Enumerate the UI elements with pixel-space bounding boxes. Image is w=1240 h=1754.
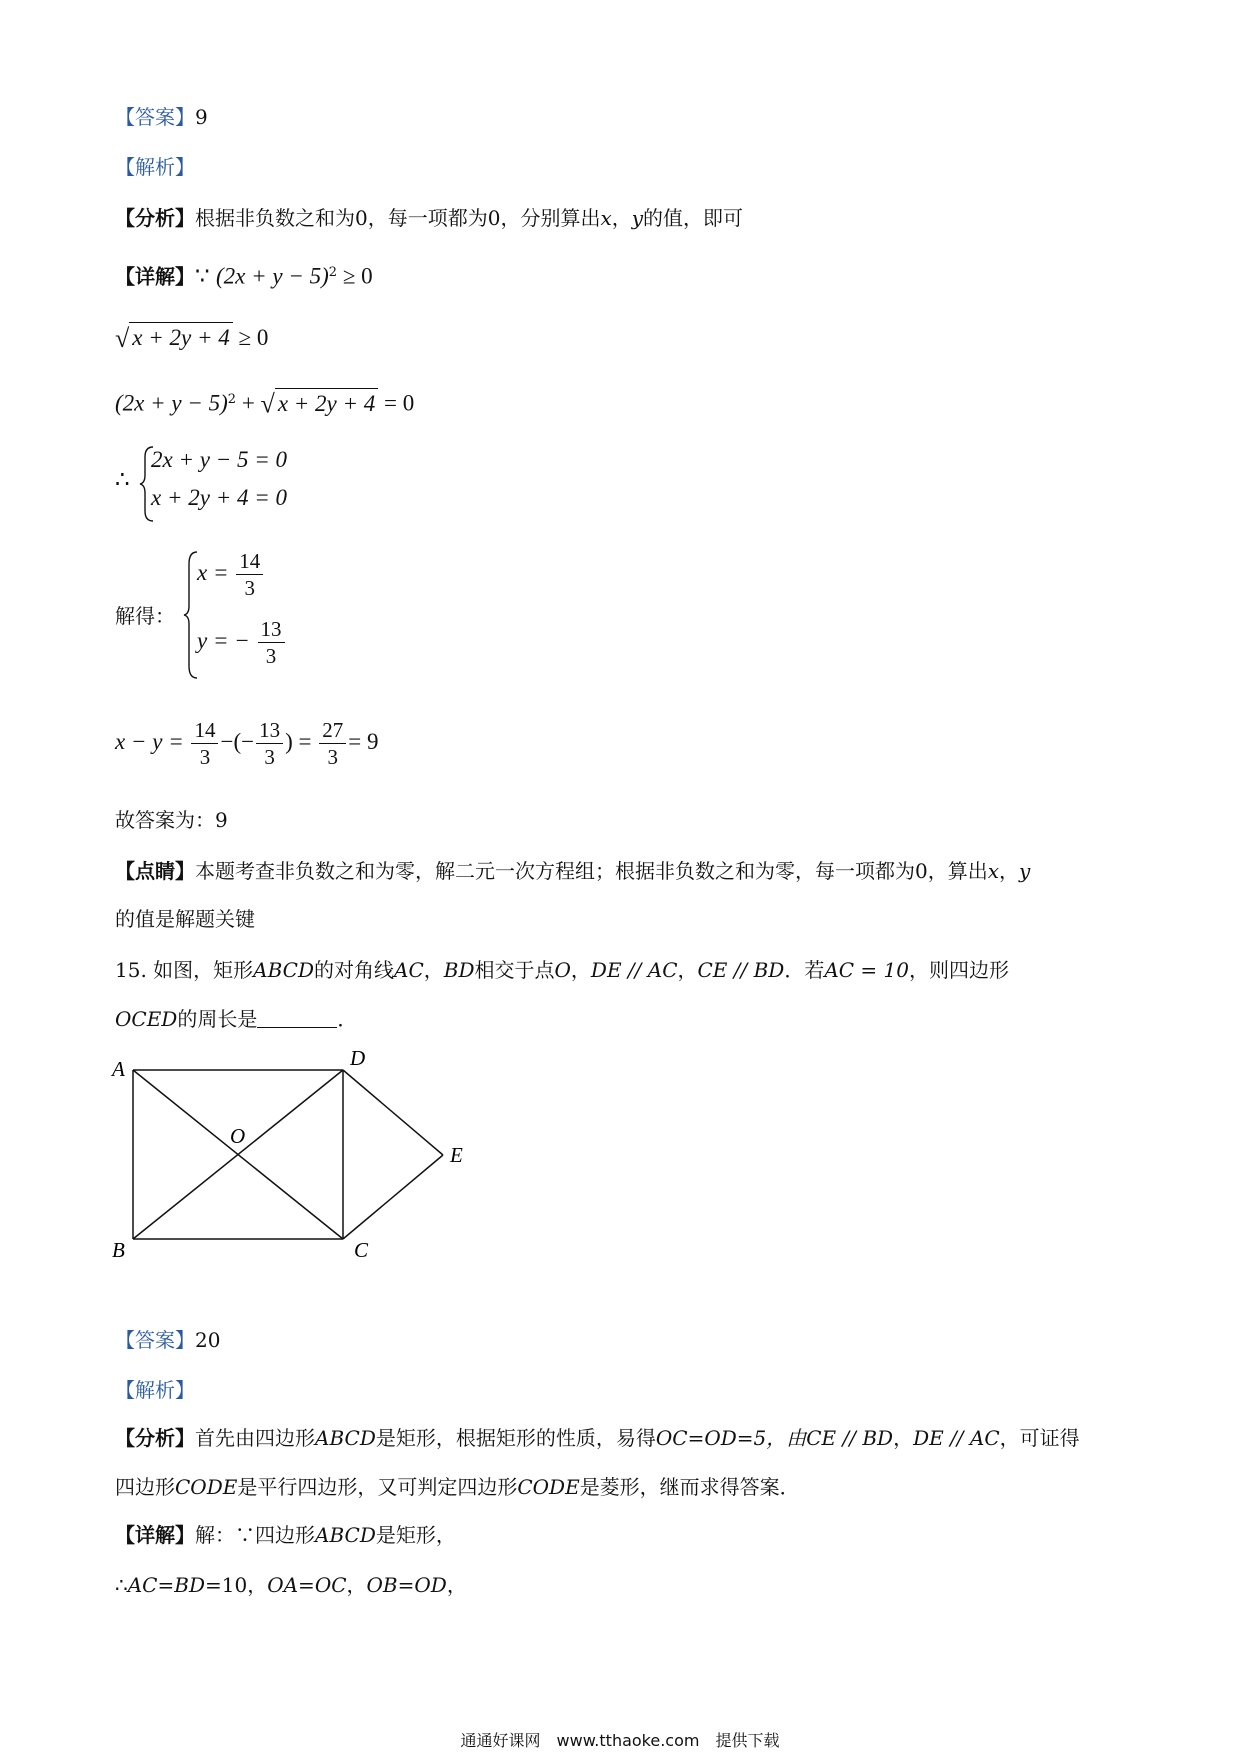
xiangjie-tag: 【详解】 — [115, 264, 195, 289]
solution-x — [197, 548, 265, 601]
fraction — [256, 717, 283, 770]
numerator: 14 — [191, 717, 218, 744]
answer-tag: 【答案】 — [115, 105, 195, 129]
denominator: 3 — [264, 745, 275, 770]
fenxi-text: 根据非负数之和为0，每一项都为0，分别算出 — [195, 206, 601, 230]
math-abcd: ABCD — [253, 958, 315, 982]
math-oced: OCED — [115, 1007, 178, 1031]
page-footer: 通通好课网 www.tthaoke.com 提供下载 — [460, 1731, 780, 1750]
math: AC — [127, 1573, 158, 1597]
math: CE // BD — [806, 1426, 894, 1450]
fraction — [236, 548, 263, 601]
guda-line: 故答案为：9 — [115, 808, 228, 832]
q15-xiangjie-line — [115, 1520, 456, 1550]
segment-ce — [343, 1155, 443, 1239]
fenxi-end: 的值，即可 — [643, 206, 744, 230]
math: OD — [704, 1426, 737, 1450]
dianjing-line: 【点睛】本题考查非负数之和为零，解二元一次方程组；根据非负数之和为零，每一项都为0，算出x，y — [115, 859, 1031, 883]
numerator: 13 — [258, 616, 285, 643]
jiede-label: 解得： — [115, 604, 175, 628]
therefore-symbol: ∴ — [115, 467, 130, 492]
eq3-tail: = 0 — [378, 390, 415, 416]
denominator: 3 — [265, 644, 277, 668]
q15-text: ．若 — [784, 958, 825, 982]
eq3-exponent: 2 — [227, 392, 237, 407]
label-e: E — [450, 1143, 463, 1167]
numerator: 27 — [319, 717, 346, 744]
label-c: C — [354, 1238, 369, 1260]
q15-answer-line — [115, 1325, 220, 1355]
xiangjie-tag: 【详解】 — [115, 1523, 195, 1547]
solution-y — [197, 616, 287, 669]
q15-last-line — [115, 1570, 467, 1600]
math: OD — [414, 1573, 447, 1597]
denominator: 3 — [199, 745, 211, 770]
eq3-plus: + — [236, 390, 261, 416]
q15-text: ． — [337, 1007, 358, 1031]
q15-fenxi-line1 — [115, 1423, 1080, 1453]
math: =5，由 — [736, 1426, 807, 1450]
therefore-symbol: ∴ — [115, 1573, 128, 1597]
text: 是菱形，继而求得答案． — [579, 1475, 800, 1499]
sqrt-symbol: √ — [115, 324, 130, 353]
label-o: O — [230, 1124, 246, 1148]
text: ， — [446, 1573, 467, 1597]
math-bd: BD — [443, 958, 475, 982]
fraction — [258, 616, 285, 669]
dianjing-line2: 的值是解题关键 — [115, 907, 255, 931]
numerator: 14 — [236, 548, 263, 575]
q15-line2 — [115, 1004, 357, 1034]
q15-text: ， — [423, 958, 444, 982]
answer-blank — [257, 1007, 337, 1028]
sol-y-lhs: y = − — [197, 627, 250, 653]
var-x: x — [600, 206, 612, 230]
answer-line — [115, 102, 208, 132]
math: BD — [174, 1573, 205, 1597]
q15-fenxi-line2 — [115, 1472, 800, 1502]
q15-text: 的对角线 — [314, 958, 395, 982]
because-symbol: ∵ — [195, 263, 210, 289]
math: DE // AC — [913, 1426, 1000, 1450]
text: 四边形 — [115, 1475, 175, 1499]
final-lhs: x − y = — [115, 729, 184, 754]
eq2-tail: ≥ 0 — [232, 325, 269, 350]
solution-system — [115, 548, 415, 683]
math: = — [397, 1573, 415, 1597]
system1-line2: x + 2y + 4 = 0 — [151, 485, 287, 510]
q15-number: 15. 如图，矩形 — [115, 958, 254, 982]
fenxi-line — [115, 203, 743, 233]
answer-value: 20 — [195, 1328, 221, 1352]
text: 是矩形，根据矩形的性质，易得 — [375, 1426, 656, 1450]
q15-line1 — [115, 955, 1009, 985]
label-d: D — [350, 1046, 366, 1070]
final-eq: ) = — [285, 729, 312, 754]
eq2-line — [115, 322, 268, 354]
final-computation — [115, 712, 378, 772]
math: = — [157, 1573, 175, 1597]
q15-text: 的周长是 — [177, 1007, 258, 1031]
eq1-tail: ≥ 0 — [337, 263, 373, 289]
math: OB — [366, 1573, 398, 1597]
equation-system-1 — [115, 445, 415, 525]
math-o: O — [554, 958, 571, 982]
segment-de — [343, 1070, 443, 1155]
math-ac10: AC = 10 — [824, 958, 909, 982]
analysis-tag: 【解析】 — [115, 1378, 195, 1402]
math: OA — [267, 1573, 299, 1597]
text: ， — [893, 1426, 914, 1450]
math: ABCD — [315, 1523, 376, 1547]
math: = — [687, 1426, 705, 1450]
var-x: x — [987, 859, 1000, 883]
answer-value: 9 — [195, 105, 208, 129]
final-mid: −(− — [220, 729, 255, 754]
text: 解：∵四边形 — [195, 1523, 315, 1547]
var-y: y — [1019, 859, 1031, 883]
text: ， — [346, 1573, 367, 1597]
analysis-line — [115, 152, 195, 182]
numerator: 13 — [256, 717, 283, 744]
fenxi-tag: 【分析】 — [115, 206, 195, 230]
text: ，可证得 — [999, 1426, 1080, 1450]
fenxi-tag: 【分析】 — [115, 1426, 195, 1450]
text: 首先由四边形 — [195, 1426, 315, 1450]
system1-line1: 2x + y − 5 = 0 — [151, 447, 287, 472]
math: = — [298, 1573, 315, 1597]
eq3-expr: (2x + y − 5) — [115, 390, 228, 416]
dianjing-tag: 【点睛】 — [115, 859, 195, 883]
math: OC — [655, 1426, 688, 1450]
eq2-radicand: x + 2y + 4 — [129, 322, 232, 353]
fraction — [191, 717, 218, 770]
xiangjie-line — [115, 258, 373, 292]
q15-text: 相交于点 — [474, 958, 555, 982]
text: 是矩形， — [375, 1523, 456, 1547]
math: OC — [314, 1573, 347, 1597]
denominator: 3 — [244, 576, 255, 600]
math: ABCD — [315, 1426, 376, 1450]
math-ac: AC — [394, 958, 424, 982]
math-ce-bd: CE // BD — [697, 958, 785, 982]
eq1-exponent: 2 — [328, 265, 338, 280]
text: 是平行四边形，又可判定四边形 — [237, 1475, 518, 1499]
math-de-ac: DE // AC — [590, 958, 678, 982]
fraction — [319, 717, 346, 770]
sqrt-symbol: √ — [260, 389, 275, 419]
analysis-tag: 【解析】 — [115, 155, 195, 179]
denominator: 3 — [327, 745, 338, 770]
math: CODE — [175, 1475, 238, 1499]
answer-tag: 【答案】 — [115, 1328, 195, 1352]
var-y: y — [631, 206, 644, 230]
sol-x-lhs: x = — [197, 559, 229, 585]
q15-analysis-line — [115, 1375, 195, 1405]
label-b: B — [112, 1238, 125, 1260]
eq3-line — [115, 385, 414, 420]
q15-text: ，则四边形 — [909, 958, 1009, 982]
eq1-expr: (2x + y − 5) — [216, 263, 329, 289]
dianjing-text: 本题考查非负数之和为零，解二元一次方程组；根据非负数之和为零，每一项都为0，算出 — [195, 859, 988, 883]
q15-text: ， — [677, 958, 698, 982]
eq3-radicand: x + 2y + 4 — [275, 388, 378, 419]
text: =10， — [204, 1573, 268, 1597]
rectangle-figure — [100, 1040, 480, 1260]
q15-text: ， — [570, 958, 591, 982]
sep: ， — [611, 206, 632, 230]
final-result: = 9 — [348, 729, 379, 754]
math: CODE — [517, 1475, 580, 1499]
label-a: A — [112, 1057, 125, 1081]
